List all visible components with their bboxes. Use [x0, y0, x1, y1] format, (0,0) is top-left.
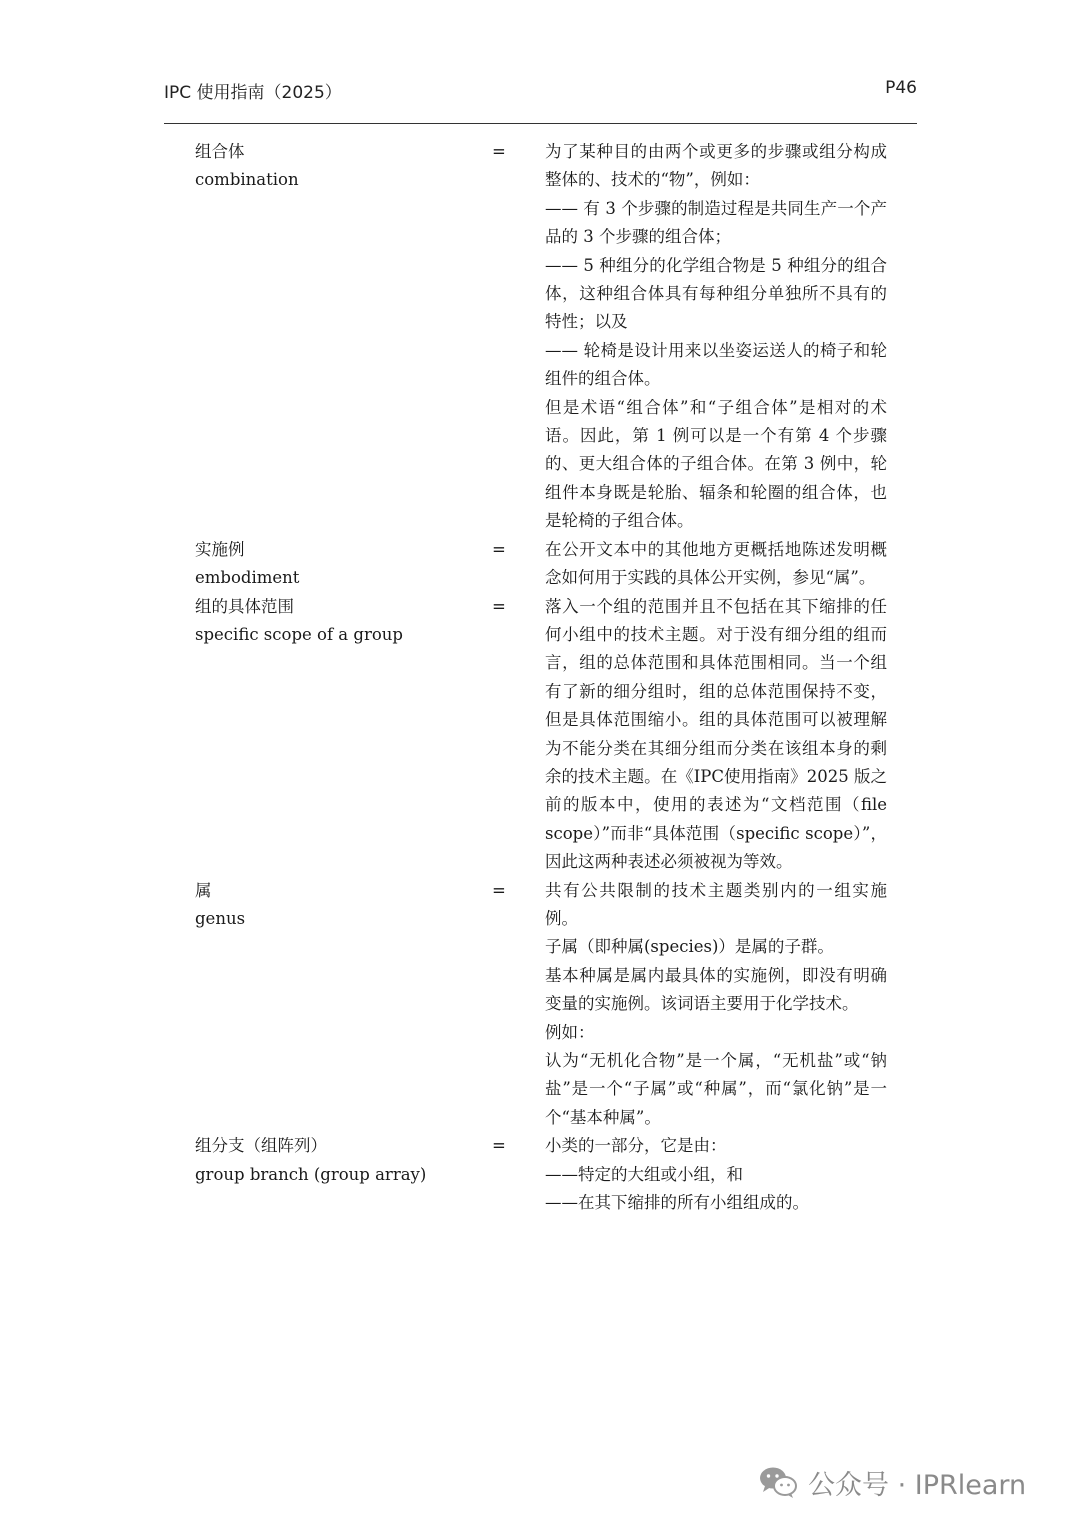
term-english: specific scope of a group [195, 624, 403, 644]
definition-paragraph: 在公开文本中的其他地方更概括地陈述发明概念如何用于实践的具体公开实例，参见“属”。 [545, 539, 887, 588]
definition [545, 138, 887, 536]
definition-paragraph: ——特定的大组或小组，和 [545, 1164, 743, 1184]
term-english: embodiment [195, 568, 300, 588]
definition [545, 1132, 887, 1217]
definition-paragraph: 小类的一部分，它是由： [545, 1136, 727, 1156]
definition-paragraph: 共有公共限制的技术主题类别内的一组实施例。 [545, 880, 887, 928]
definition-paragraph: 落入一个组的范围并且不包括在其下缩排的任何小组中的技术主题。对于没有细分组的组而言，组的总体范围和具体范围相同。当一个组有了新的细分组时，组的总体范围保持不变，但是具体范围缩小。组的具体范围可以被理解为不能分类在其细分组而分类在该组本身的剩余的技术主题。在《IPC使用指南》2025 版之前的版本中，使用的表述为“文档范围（file scope）”而非“具体范围（specific scope）”，因此这两种表述必须被视为等效。 [545, 596, 887, 872]
definition-paragraph: 子属（即种属(species)）是属的子群。 [545, 937, 834, 957]
glossary-entry-combination [195, 138, 895, 536]
definition-paragraph: 为了某种目的由两个或更多的步骤或组分构成整体的、技术的“物”，例如： [545, 142, 887, 190]
definition [545, 593, 887, 877]
term-chinese: 组的具体范围 [195, 596, 294, 616]
term [195, 593, 485, 650]
term-english: combination [195, 170, 299, 190]
page-header [164, 78, 917, 104]
term [195, 1132, 485, 1189]
watermark-text: 公众号 · IPRlearn [808, 1469, 1027, 1501]
definition-paragraph: ——在其下缩排的所有小组组成的。 [545, 1193, 809, 1213]
document-title: IPC 使用指南（2025） [164, 83, 342, 103]
watermark [758, 1462, 1026, 1502]
definition-paragraph: —— 轮椅是设计用来以坐姿运送人的椅子和轮组件的组合体。 [545, 340, 887, 389]
definition [545, 877, 887, 1133]
equals-sign: = [492, 596, 506, 616]
definition-paragraph: —— 5 种组分的化学组合物是 5 种组分的组合体，这种组合体具有每种组分单独所不具有的特性；以及 [545, 255, 887, 332]
term-chinese: 实施例 [195, 539, 245, 559]
header-divider [164, 123, 917, 124]
definition-paragraph: 但是术语“组合体”和“子组合体”是相对的术语。因此，第 1 例可以是一个有第 4 个步骤的、更大组合体的子组合体。在第 3 例中，轮组件本身既是轮胎、辐条和轮圈的组合体，也是轮椅的子组合体。 [545, 397, 887, 531]
equals-sign: = [492, 539, 506, 559]
term-chinese: 属 [195, 880, 212, 900]
term [195, 877, 485, 934]
equals-sign: = [492, 1136, 506, 1156]
definition-paragraph: 基本种属是属内最具体的实施例，即没有明确变量的实施例。该词语主要用于化学技术。 [545, 965, 887, 1014]
equals-sign: = [492, 880, 506, 900]
equals-sign: = [492, 142, 506, 161]
glossary-entry-specific-scope [195, 593, 895, 877]
glossary-entry-genus [195, 877, 895, 1133]
glossary [195, 138, 895, 1217]
term [195, 138, 485, 195]
term-english: group branch (group array) [195, 1164, 427, 1184]
definition-paragraph: 认为“无机化合物”是一个属，“无机盐”或“钠盐”是一个“子属”或“种属”，而“氯化钠”是一个“基本种属”。 [545, 1051, 887, 1127]
term-english: genus [195, 908, 246, 928]
definition-paragraph: —— 有 3 个步骤的制造过程是共同生产一个产品的 3 个步骤的组合体； [545, 198, 887, 247]
term-chinese: 组合体 [195, 142, 245, 161]
wechat-icon [758, 1465, 798, 1499]
glossary-entry-group-branch [195, 1132, 895, 1217]
term-chinese: 组分支（组阵列） [195, 1136, 327, 1156]
definition-paragraph: 例如： [545, 1022, 595, 1042]
glossary-entry-embodiment [195, 536, 895, 593]
term [195, 536, 485, 593]
definition [545, 536, 887, 593]
page-number: P46 [885, 78, 917, 98]
